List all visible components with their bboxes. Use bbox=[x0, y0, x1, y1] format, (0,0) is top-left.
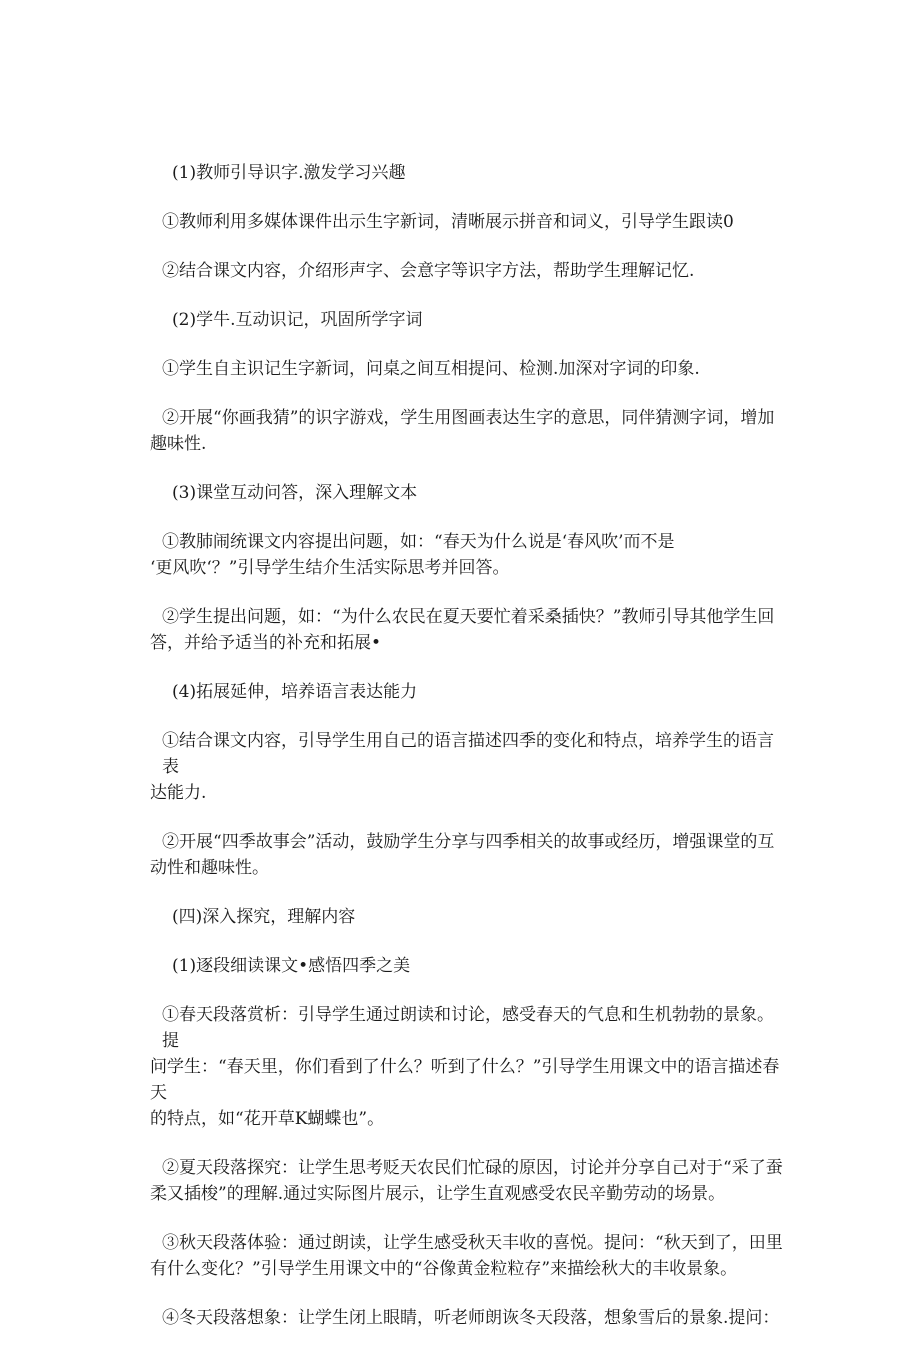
body-paragraph bbox=[150, 1155, 790, 1207]
section-heading bbox=[150, 480, 790, 506]
text-line: (3)课堂互动问答，深入理解文本 bbox=[172, 483, 418, 503]
body-paragraph bbox=[150, 209, 790, 235]
body-paragraph bbox=[150, 258, 790, 284]
text-line: (2)学牛.互动识记，巩固所学字词 bbox=[172, 310, 423, 330]
text-line: (1)逐段细读课文•感悟四季之美 bbox=[172, 956, 411, 976]
text-line: ①教师利用多媒体课件出示生字新词，清晰展示拼音和词义，引导学生跟读0 bbox=[162, 212, 734, 232]
section-heading bbox=[150, 679, 790, 705]
body-paragraph bbox=[150, 604, 790, 656]
text-line: ②结合课文内容，介绍形声字、会意字等识字方法，帮助学生理解记忆. bbox=[162, 261, 695, 281]
text-line: 答，并给予适当的补充和拓展• bbox=[150, 633, 382, 653]
body-paragraph bbox=[150, 829, 790, 881]
section-heading bbox=[150, 160, 790, 186]
text-line: (1)教师引导识字.激发学习兴趣 bbox=[172, 163, 406, 183]
text-line: ③秋天段落体验：通过朗读，让学生感受秋天丰收的喜悦。提问：“秋天到了，田里 bbox=[162, 1233, 783, 1253]
body-paragraph bbox=[150, 728, 790, 806]
text-line: 柔又插梭”的理解.通过实际图片展示，让学生直观感受农民辛勤劳动的场景。 bbox=[150, 1184, 726, 1204]
text-line: 趣味性. bbox=[150, 434, 207, 454]
body-paragraph bbox=[150, 1002, 790, 1132]
text-line: 达能力. bbox=[150, 783, 207, 803]
section-heading bbox=[150, 307, 790, 333]
text-line: ①学生自主识记生字新词，问桌之间互相提问、检测.加深对字词的印象. bbox=[162, 359, 700, 379]
text-line: 动性和趣味性。 bbox=[150, 858, 269, 878]
section-heading bbox=[150, 904, 790, 930]
body-paragraph bbox=[150, 405, 790, 457]
body-paragraph bbox=[150, 529, 790, 581]
body-paragraph bbox=[150, 356, 790, 382]
text-line: ‘更风吹‘？”引导学生结介生活实际思考并回答。 bbox=[150, 558, 510, 578]
text-line: ②学生提出问题，如：“为什么农民在夏天要忙着采桑插快？”教师引导其他学生回 bbox=[162, 607, 775, 627]
text-line: ④冬天段落想象：让学生闭上眼睛，听老师朗诙冬天段落，想象雪后的景象.提问： bbox=[162, 1308, 780, 1328]
text-line: ①教肺闹统课文内容提出问题，如：“春天为什么说是‘春风吹’而不是 bbox=[162, 532, 675, 552]
text-line: (4)拓展延伸，培养语言表达能力 bbox=[172, 682, 418, 702]
text-line: 问学生：“春天里，你们看到了什么？听到了什么？”引导学生用课文中的语言描述春天 bbox=[150, 1057, 780, 1103]
text-line: ②夏天段落探究：让学生思考贬天农民们忙碌的原因，讨论并分享自己对于“采了蚕 bbox=[162, 1158, 783, 1178]
text-line: ②开展“你画我猜”的识字游戏，学生用图画表达生字的意思，同伴猜测字词，增加 bbox=[162, 408, 775, 428]
text-line: 的特点，如“花开草K蝴蝶也”。 bbox=[150, 1109, 385, 1129]
text-line: ①春天段落赏析：引导学生通过朗读和讨论，感受春天的气息和生机勃勃的景象。提 bbox=[162, 1005, 774, 1051]
body-paragraph bbox=[150, 1230, 790, 1282]
section-heading bbox=[150, 953, 790, 979]
text-line: ①结合课文内容，引导学生用自己的语言描述四季的变化和特点，培养学生的语言表 bbox=[162, 731, 774, 777]
body-paragraph bbox=[150, 1305, 790, 1331]
text-line: 有什么变化？”引导学生用课文中的“谷像黄金粒粒存”来描绘秋大的丰收景象。 bbox=[150, 1259, 738, 1279]
document-body bbox=[150, 160, 790, 1354]
text-line: ②开展“四季故事会”活动，鼓励学生分享与四季相关的故事或经历，增强课堂的互 bbox=[162, 832, 775, 852]
text-line: (四)深入探究，理解内容 bbox=[172, 907, 356, 927]
